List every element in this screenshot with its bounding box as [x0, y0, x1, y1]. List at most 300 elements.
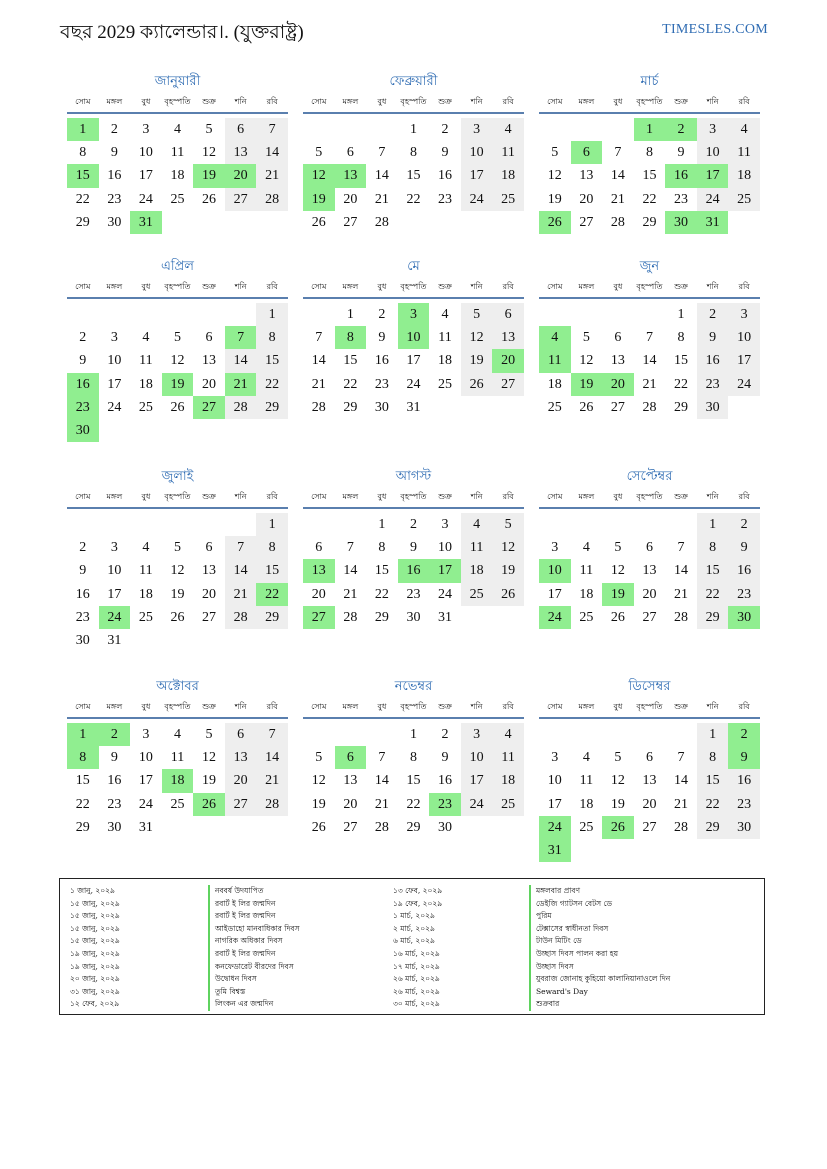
day-cell[interactable]: 2: [697, 303, 729, 326]
holiday-day-cell[interactable]: 18: [162, 769, 194, 792]
day-cell[interactable]: 27: [610, 399, 625, 415]
day-cell[interactable]: 1: [378, 517, 386, 532]
day-cell[interactable]: 23: [406, 586, 421, 602]
holiday-day-cell[interactable]: 19: [162, 373, 194, 396]
day-cell[interactable]: 12: [492, 536, 524, 559]
holiday-day-cell[interactable]: 23: [67, 396, 99, 419]
day-cell[interactable]: 7: [378, 145, 386, 161]
day-cell[interactable]: 5: [492, 513, 524, 536]
day-cell[interactable]: 11: [492, 141, 524, 164]
day-cell[interactable]: 17: [728, 349, 760, 372]
day-cell[interactable]: 19: [547, 191, 562, 207]
day-cell[interactable]: 30: [107, 214, 122, 230]
day-cell[interactable]: 24: [697, 188, 729, 211]
day-cell[interactable]: 20: [343, 191, 358, 207]
day-cell[interactable]: 24: [461, 793, 493, 816]
holiday-day-cell[interactable]: 7: [225, 326, 257, 349]
day-cell[interactable]: 5: [582, 330, 590, 346]
day-cell[interactable]: 6: [645, 540, 653, 556]
day-cell[interactable]: 14: [374, 773, 389, 789]
day-cell[interactable]: 14: [311, 353, 326, 369]
day-cell[interactable]: 5: [205, 122, 213, 137]
day-cell[interactable]: 5: [205, 727, 213, 742]
holiday-day-cell[interactable]: 20: [602, 373, 634, 396]
day-cell[interactable]: 11: [461, 536, 493, 559]
day-cell[interactable]: 25: [138, 609, 153, 625]
day-cell[interactable]: 22: [642, 191, 657, 207]
day-cell[interactable]: 23: [728, 583, 760, 606]
day-cell[interactable]: 23: [75, 609, 90, 625]
day-cell[interactable]: 20: [642, 796, 657, 812]
day-cell[interactable]: 29: [75, 214, 90, 230]
day-cell[interactable]: 5: [461, 303, 493, 326]
day-cell[interactable]: 8: [256, 326, 288, 349]
day-cell[interactable]: 17: [107, 376, 122, 392]
day-cell[interactable]: 26: [311, 819, 326, 835]
holiday-day-cell[interactable]: 30: [67, 419, 99, 442]
day-cell[interactable]: 1: [409, 727, 417, 742]
holiday-day-cell[interactable]: 9: [728, 746, 760, 769]
day-cell[interactable]: 24: [728, 373, 760, 396]
holiday-day-cell[interactable]: 10: [398, 326, 430, 349]
day-cell[interactable]: 22: [406, 796, 421, 812]
day-cell[interactable]: 13: [225, 746, 257, 769]
day-cell[interactable]: 22: [406, 191, 421, 207]
day-cell[interactable]: 29: [674, 399, 689, 415]
day-cell[interactable]: 16: [728, 769, 760, 792]
day-cell[interactable]: 1: [697, 723, 729, 746]
day-cell[interactable]: 5: [614, 540, 622, 556]
day-cell[interactable]: 14: [343, 563, 358, 579]
day-cell[interactable]: 9: [110, 750, 118, 766]
day-cell[interactable]: 8: [677, 330, 685, 346]
day-cell[interactable]: 23: [374, 376, 389, 392]
day-cell[interactable]: 6: [205, 540, 213, 556]
day-cell[interactable]: 25: [138, 399, 153, 415]
day-cell[interactable]: 3: [461, 118, 493, 141]
day-cell[interactable]: 31: [107, 632, 122, 648]
day-cell[interactable]: 5: [315, 145, 323, 161]
day-cell[interactable]: 3: [697, 118, 729, 141]
day-cell[interactable]: 17: [461, 164, 493, 187]
holiday-day-cell[interactable]: 30: [665, 211, 697, 234]
day-cell[interactable]: 3: [142, 727, 150, 742]
holiday-day-cell[interactable]: 2: [665, 118, 697, 141]
day-cell[interactable]: 3: [441, 517, 449, 532]
day-cell[interactable]: 27: [343, 819, 358, 835]
day-cell[interactable]: 1: [256, 513, 288, 536]
day-cell[interactable]: 12: [547, 168, 562, 184]
holiday-day-cell[interactable]: 2: [728, 723, 760, 746]
day-cell[interactable]: 8: [409, 750, 417, 766]
day-cell[interactable]: 13: [642, 563, 657, 579]
day-cell[interactable]: 7: [378, 750, 386, 766]
day-cell[interactable]: 4: [492, 723, 524, 746]
day-cell[interactable]: 25: [728, 188, 760, 211]
holiday-day-cell[interactable]: 3: [398, 303, 430, 326]
day-cell[interactable]: 16: [374, 353, 389, 369]
holiday-day-cell[interactable]: 4: [539, 326, 571, 349]
day-cell[interactable]: 8: [256, 536, 288, 559]
holiday-day-cell[interactable]: 17: [429, 559, 461, 582]
day-cell[interactable]: 12: [311, 773, 326, 789]
day-cell[interactable]: 5: [551, 145, 559, 161]
day-cell[interactable]: 27: [225, 793, 257, 816]
day-cell[interactable]: 11: [139, 353, 153, 369]
day-cell[interactable]: 3: [551, 540, 559, 556]
day-cell[interactable]: 27: [579, 214, 594, 230]
day-cell[interactable]: 2: [110, 122, 118, 137]
day-cell[interactable]: 10: [547, 773, 562, 789]
day-cell[interactable]: 6: [614, 330, 622, 346]
day-cell[interactable]: 24: [438, 586, 453, 602]
day-cell[interactable]: 26: [492, 583, 524, 606]
day-cell[interactable]: 23: [438, 191, 453, 207]
day-cell[interactable]: 6: [225, 723, 257, 746]
holiday-day-cell[interactable]: 16: [398, 559, 430, 582]
day-cell[interactable]: 7: [614, 145, 622, 161]
day-cell[interactable]: 21: [343, 586, 358, 602]
day-cell[interactable]: 11: [170, 750, 185, 766]
day-cell[interactable]: 28: [674, 609, 689, 625]
holiday-day-cell[interactable]: 21: [225, 373, 257, 396]
day-cell[interactable]: 22: [256, 373, 288, 396]
day-cell[interactable]: 20: [202, 376, 217, 392]
day-cell[interactable]: 3: [110, 540, 118, 556]
day-cell[interactable]: 6: [645, 750, 653, 766]
day-cell[interactable]: 30: [406, 609, 421, 625]
day-cell[interactable]: 1: [409, 122, 417, 137]
day-cell[interactable]: 12: [610, 773, 625, 789]
day-cell[interactable]: 2: [728, 513, 760, 536]
day-cell[interactable]: 10: [138, 750, 153, 766]
day-cell[interactable]: 10: [138, 145, 153, 161]
day-cell[interactable]: 24: [138, 796, 153, 812]
day-cell[interactable]: 16: [75, 586, 90, 602]
day-cell[interactable]: 1: [697, 513, 729, 536]
day-cell[interactable]: 21: [256, 164, 288, 187]
day-cell[interactable]: 15: [256, 559, 288, 582]
day-cell[interactable]: 21: [374, 796, 389, 812]
day-cell[interactable]: 7: [346, 540, 354, 556]
holiday-day-cell[interactable]: 26: [193, 793, 225, 816]
day-cell[interactable]: 14: [256, 141, 288, 164]
day-cell[interactable]: 23: [674, 191, 689, 207]
day-cell[interactable]: 30: [438, 819, 453, 835]
day-cell[interactable]: 21: [311, 376, 326, 392]
holiday-day-cell[interactable]: 16: [67, 373, 99, 396]
day-cell[interactable]: 20: [642, 586, 657, 602]
day-cell[interactable]: 17: [547, 586, 562, 602]
day-cell[interactable]: 6: [315, 540, 323, 556]
holiday-day-cell[interactable]: 12: [303, 164, 335, 187]
day-cell[interactable]: 14: [225, 349, 257, 372]
holiday-day-cell[interactable]: 31: [539, 839, 571, 862]
day-cell[interactable]: 15: [674, 353, 689, 369]
day-cell[interactable]: 21: [674, 796, 689, 812]
day-cell[interactable]: 21: [374, 191, 389, 207]
day-cell[interactable]: 17: [547, 796, 562, 812]
day-cell[interactable]: 28: [225, 606, 257, 629]
day-cell[interactable]: 3: [110, 330, 118, 346]
day-cell[interactable]: 17: [138, 773, 153, 789]
day-cell[interactable]: 18: [138, 586, 153, 602]
day-cell[interactable]: 28: [256, 793, 288, 816]
day-cell[interactable]: 25: [170, 191, 185, 207]
day-cell[interactable]: 15: [374, 563, 389, 579]
day-cell[interactable]: 12: [610, 563, 625, 579]
day-cell[interactable]: 11: [139, 563, 153, 579]
day-cell[interactable]: 11: [579, 773, 594, 789]
day-cell[interactable]: 7: [315, 330, 323, 346]
day-cell[interactable]: 25: [170, 796, 185, 812]
day-cell[interactable]: 17: [138, 168, 153, 184]
day-cell[interactable]: 17: [107, 586, 122, 602]
day-cell[interactable]: 12: [579, 353, 594, 369]
day-cell[interactable]: 4: [173, 727, 181, 742]
day-cell[interactable]: 8: [378, 540, 386, 556]
day-cell[interactable]: 31: [438, 609, 453, 625]
day-cell[interactable]: 15: [75, 773, 90, 789]
day-cell[interactable]: 13: [225, 141, 257, 164]
holiday-day-cell[interactable]: 11: [539, 349, 571, 372]
day-cell[interactable]: 19: [311, 796, 326, 812]
day-cell[interactable]: 7: [677, 750, 685, 766]
day-cell[interactable]: 9: [728, 536, 760, 559]
day-cell[interactable]: 29: [697, 606, 729, 629]
day-cell[interactable]: 18: [728, 164, 760, 187]
day-cell[interactable]: 17: [406, 353, 421, 369]
day-cell[interactable]: 29: [343, 399, 358, 415]
day-cell[interactable]: 31: [406, 399, 421, 415]
day-cell[interactable]: 18: [579, 796, 594, 812]
day-cell[interactable]: 29: [256, 396, 288, 419]
day-cell[interactable]: 23: [107, 796, 122, 812]
day-cell[interactable]: 15: [406, 168, 421, 184]
day-cell[interactable]: 25: [579, 819, 594, 835]
day-cell[interactable]: 18: [492, 164, 524, 187]
day-cell[interactable]: 1: [677, 307, 685, 322]
day-cell[interactable]: 16: [107, 168, 122, 184]
holiday-day-cell[interactable]: 1: [67, 723, 99, 746]
holiday-day-cell[interactable]: 19: [602, 583, 634, 606]
day-cell[interactable]: 25: [438, 376, 453, 392]
day-cell[interactable]: 5: [614, 750, 622, 766]
holiday-day-cell[interactable]: 24: [539, 816, 571, 839]
day-cell[interactable]: 18: [461, 559, 493, 582]
holiday-day-cell[interactable]: 22: [256, 583, 288, 606]
day-cell[interactable]: 18: [547, 376, 562, 392]
day-cell[interactable]: 7: [645, 330, 653, 346]
day-cell[interactable]: 15: [343, 353, 358, 369]
day-cell[interactable]: 27: [492, 373, 524, 396]
day-cell[interactable]: 31: [138, 819, 153, 835]
day-cell[interactable]: 19: [202, 773, 217, 789]
day-cell[interactable]: 13: [642, 773, 657, 789]
day-cell[interactable]: 28: [674, 819, 689, 835]
holiday-day-cell[interactable]: 27: [303, 606, 335, 629]
holiday-day-cell[interactable]: 13: [335, 164, 367, 187]
day-cell[interactable]: 14: [610, 168, 625, 184]
day-cell[interactable]: 21: [610, 191, 625, 207]
day-cell[interactable]: 10: [461, 746, 493, 769]
day-cell[interactable]: 28: [374, 214, 389, 230]
day-cell[interactable]: 29: [642, 214, 657, 230]
holiday-day-cell[interactable]: 15: [67, 164, 99, 187]
day-cell[interactable]: 1: [346, 307, 354, 322]
day-cell[interactable]: 9: [79, 353, 87, 369]
day-cell[interactable]: 4: [728, 118, 760, 141]
day-cell[interactable]: 9: [441, 145, 449, 161]
day-cell[interactable]: 14: [642, 353, 657, 369]
day-cell[interactable]: 18: [138, 376, 153, 392]
day-cell[interactable]: 12: [170, 563, 185, 579]
holiday-day-cell[interactable]: 1: [634, 118, 666, 141]
day-cell[interactable]: 4: [461, 513, 493, 536]
day-cell[interactable]: 28: [311, 399, 326, 415]
day-cell[interactable]: 5: [173, 540, 181, 556]
day-cell[interactable]: 10: [461, 141, 493, 164]
day-cell[interactable]: 22: [697, 583, 729, 606]
day-cell[interactable]: 27: [202, 609, 217, 625]
day-cell[interactable]: 16: [107, 773, 122, 789]
day-cell[interactable]: 21: [256, 769, 288, 792]
day-cell[interactable]: 19: [461, 349, 493, 372]
holiday-day-cell[interactable]: 20: [492, 349, 524, 372]
day-cell[interactable]: 29: [256, 606, 288, 629]
day-cell[interactable]: 20: [343, 796, 358, 812]
day-cell[interactable]: 6: [205, 330, 213, 346]
day-cell[interactable]: 22: [343, 376, 358, 392]
holiday-day-cell[interactable]: 16: [665, 164, 697, 187]
day-cell[interactable]: 28: [225, 396, 257, 419]
day-cell[interactable]: 14: [674, 563, 689, 579]
day-cell[interactable]: 2: [79, 540, 87, 556]
day-cell[interactable]: 19: [492, 559, 524, 582]
day-cell[interactable]: 27: [642, 609, 657, 625]
day-cell[interactable]: 9: [441, 750, 449, 766]
day-cell[interactable]: 6: [225, 118, 257, 141]
day-cell[interactable]: 25: [492, 793, 524, 816]
day-cell[interactable]: 29: [374, 609, 389, 625]
day-cell[interactable]: 17: [461, 769, 493, 792]
day-cell[interactable]: 24: [406, 376, 421, 392]
day-cell[interactable]: 19: [170, 586, 185, 602]
day-cell[interactable]: 9: [409, 540, 417, 556]
day-cell[interactable]: 22: [697, 793, 729, 816]
holiday-day-cell[interactable]: 26: [602, 816, 634, 839]
day-cell[interactable]: 12: [202, 145, 217, 161]
holiday-day-cell[interactable]: 19: [571, 373, 603, 396]
day-cell[interactable]: 22: [374, 586, 389, 602]
day-cell[interactable]: 10: [107, 353, 122, 369]
holiday-day-cell[interactable]: 6: [335, 746, 367, 769]
day-cell[interactable]: 26: [202, 191, 217, 207]
day-cell[interactable]: 5: [173, 330, 181, 346]
day-cell[interactable]: 25: [492, 188, 524, 211]
day-cell[interactable]: 14: [374, 168, 389, 184]
day-cell[interactable]: 8: [79, 145, 87, 161]
holiday-day-cell[interactable]: 26: [539, 211, 571, 234]
day-cell[interactable]: 18: [492, 769, 524, 792]
holiday-day-cell[interactable]: 31: [130, 211, 162, 234]
day-cell[interactable]: 4: [582, 750, 590, 766]
day-cell[interactable]: 10: [697, 141, 729, 164]
day-cell[interactable]: 9: [110, 145, 118, 161]
day-cell[interactable]: 4: [173, 122, 181, 137]
day-cell[interactable]: 13: [202, 353, 217, 369]
day-cell[interactable]: 8: [645, 145, 653, 161]
day-cell[interactable]: 10: [728, 326, 760, 349]
day-cell[interactable]: 16: [438, 773, 453, 789]
day-cell[interactable]: 30: [697, 396, 729, 419]
day-cell[interactable]: 20: [202, 586, 217, 602]
holiday-day-cell[interactable]: 31: [697, 211, 729, 234]
day-cell[interactable]: 26: [461, 373, 493, 396]
day-cell[interactable]: 21: [642, 376, 657, 392]
day-cell[interactable]: 26: [170, 399, 185, 415]
day-cell[interactable]: 7: [225, 536, 257, 559]
day-cell[interactable]: 24: [461, 188, 493, 211]
day-cell[interactable]: 21: [225, 583, 257, 606]
day-cell[interactable]: 11: [170, 145, 185, 161]
day-cell[interactable]: 28: [343, 609, 358, 625]
day-cell[interactable]: 11: [728, 141, 760, 164]
holiday-day-cell[interactable]: 2: [99, 723, 131, 746]
day-cell[interactable]: 19: [610, 796, 625, 812]
day-cell[interactable]: 27: [225, 188, 257, 211]
day-cell[interactable]: 14: [256, 746, 288, 769]
day-cell[interactable]: 29: [75, 819, 90, 835]
day-cell[interactable]: 27: [642, 819, 657, 835]
holiday-day-cell[interactable]: 17: [697, 164, 729, 187]
day-cell[interactable]: 30: [107, 819, 122, 835]
day-cell[interactable]: 15: [642, 168, 657, 184]
day-cell[interactable]: 7: [256, 118, 288, 141]
day-cell[interactable]: 3: [551, 750, 559, 766]
day-cell[interactable]: 2: [441, 727, 449, 742]
day-cell[interactable]: 4: [142, 330, 150, 346]
day-cell[interactable]: 5: [315, 750, 323, 766]
day-cell[interactable]: 21: [674, 586, 689, 602]
day-cell[interactable]: 2: [441, 122, 449, 137]
day-cell[interactable]: 9: [697, 326, 729, 349]
day-cell[interactable]: 4: [492, 118, 524, 141]
day-cell[interactable]: 15: [697, 559, 729, 582]
day-cell[interactable]: 22: [75, 191, 90, 207]
day-cell[interactable]: 26: [170, 609, 185, 625]
day-cell[interactable]: 15: [406, 773, 421, 789]
day-cell[interactable]: 8: [409, 145, 417, 161]
day-cell[interactable]: 3: [142, 122, 150, 137]
day-cell[interactable]: 1: [256, 303, 288, 326]
day-cell[interactable]: 28: [610, 214, 625, 230]
holiday-day-cell[interactable]: 24: [539, 606, 571, 629]
holiday-day-cell[interactable]: 27: [193, 396, 225, 419]
day-cell[interactable]: 30: [374, 399, 389, 415]
day-cell[interactable]: 12: [461, 326, 493, 349]
day-cell[interactable]: 26: [579, 399, 594, 415]
day-cell[interactable]: 6: [346, 145, 354, 161]
day-cell[interactable]: 18: [579, 586, 594, 602]
day-cell[interactable]: 18: [438, 353, 453, 369]
day-cell[interactable]: 23: [728, 793, 760, 816]
holiday-day-cell[interactable]: 24: [99, 606, 131, 629]
holiday-day-cell[interactable]: 19: [193, 164, 225, 187]
day-cell[interactable]: 9: [677, 145, 685, 161]
day-cell[interactable]: 25: [461, 583, 493, 606]
day-cell[interactable]: 28: [642, 399, 657, 415]
